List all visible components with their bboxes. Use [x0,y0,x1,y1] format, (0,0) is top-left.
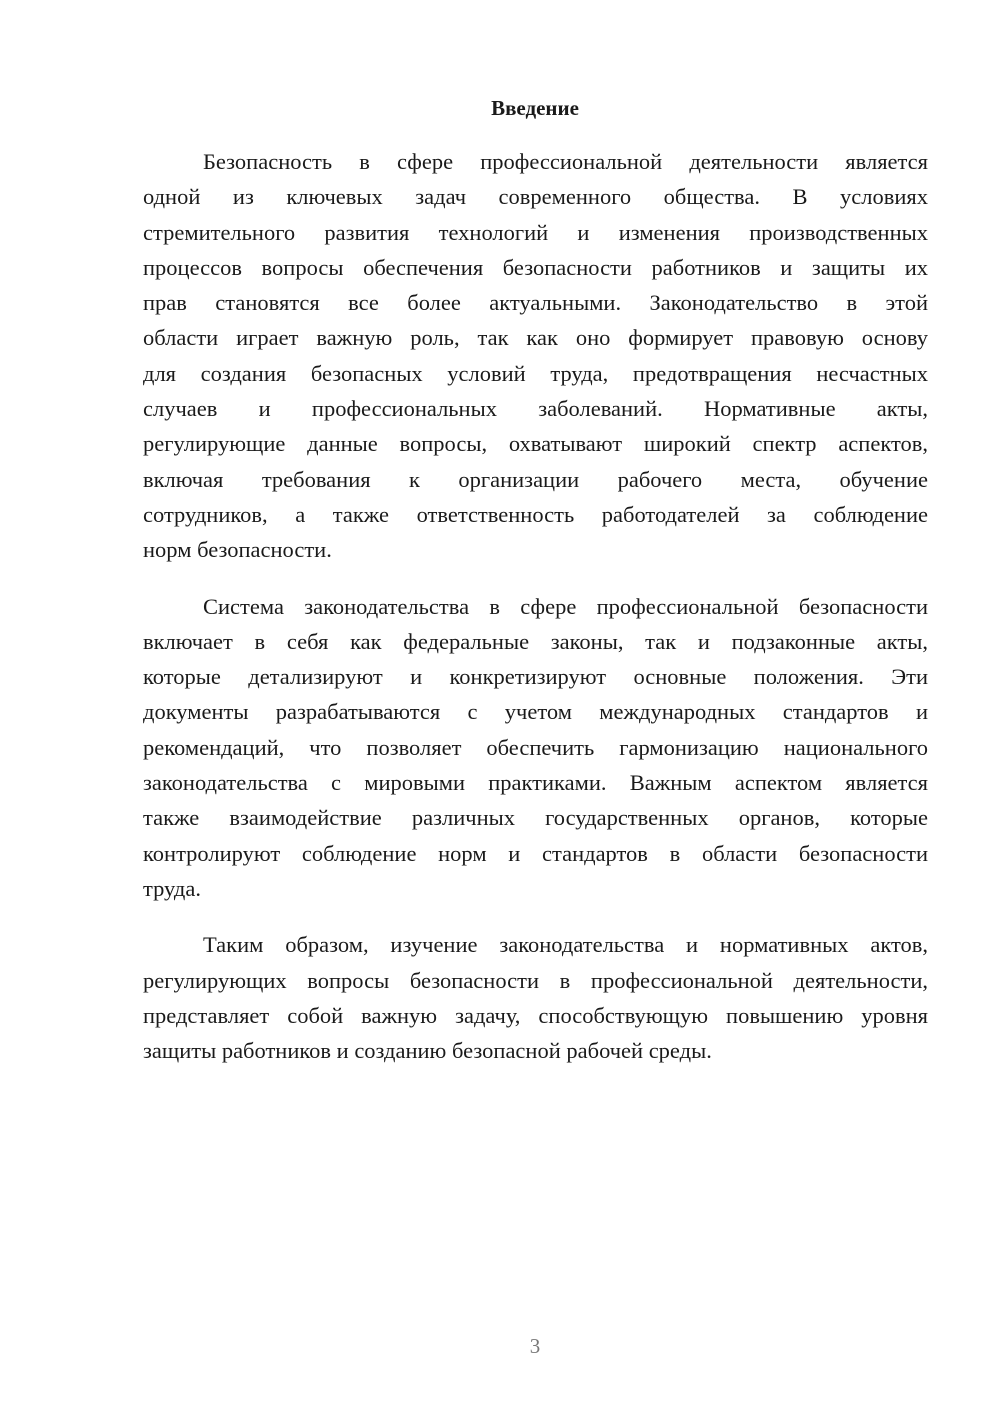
section-title: Введение [491,96,579,120]
text-line: Безопасность в сфере профессиональной деятельности является [203,149,928,174]
text-line: стремительного развития технологий и изменения производственных [143,219,928,245]
text-line: контролируют соблюдение норм и стандартов в области безопасности [143,840,928,866]
text-line: рекомендаций, что позволяет обеспечить гармонизацию национального [143,734,928,760]
text-line: области играет важную роль, так как оно формирует правовую основу [143,325,928,351]
text-line: которые детализируют и конкретизируют основные положения. Эти [143,664,928,690]
text-line: процессов вопросы обеспечения безопасности работников и защиты их [143,254,928,280]
text-line: представляет собой важную задачу, способствующую повышению уровня [143,1002,928,1028]
text-line: также взаимодействие различных государственных органов, которые [143,805,928,831]
paragraph [143,927,928,1068]
paragraph [143,589,928,907]
text-line: включает в себя как федеральные законы, так и подзаконные акты, [143,628,928,654]
page-number: 3 [529,1334,541,1358]
text-line: одной из ключевых задач современного общества. В условиях [143,184,928,210]
paragraph [143,144,928,568]
text-line: Система законодательства в сфере профессиональной безопасности [203,593,928,619]
text-line: норм безопасности. [143,537,332,563]
text-line: включая требования к организации рабочего места, обучение [143,466,928,492]
text-line: сотрудников, а также ответственность работодателей за соблюдение [143,501,928,527]
text-line: регулирующих вопросы безопасности в профессиональной деятельности, [143,967,928,993]
text-line: прав становятся все более актуальными. Законодательство в этой [143,290,928,316]
text-line: для создания безопасных условий труда, предотвращения несчастных [143,360,928,386]
text-line: труда. [143,875,201,901]
text-line: регулирующие данные вопросы, охватывают широкий спектр аспектов, [143,431,928,457]
document-body [143,144,928,1089]
text-line: документы разрабатываются с учетом международных стандартов и [143,699,928,725]
text-line: Таким образом, изучение законодательства и нормативных актов, [203,932,928,958]
text-line: законодательства с мировыми практиками. Важным аспектом является [143,770,928,796]
text-line: случаев и профессиональных заболеваний. Нормативные акты, [143,396,928,422]
text-line: защиты работников и созданию безопасной рабочей среды. [143,1038,712,1064]
